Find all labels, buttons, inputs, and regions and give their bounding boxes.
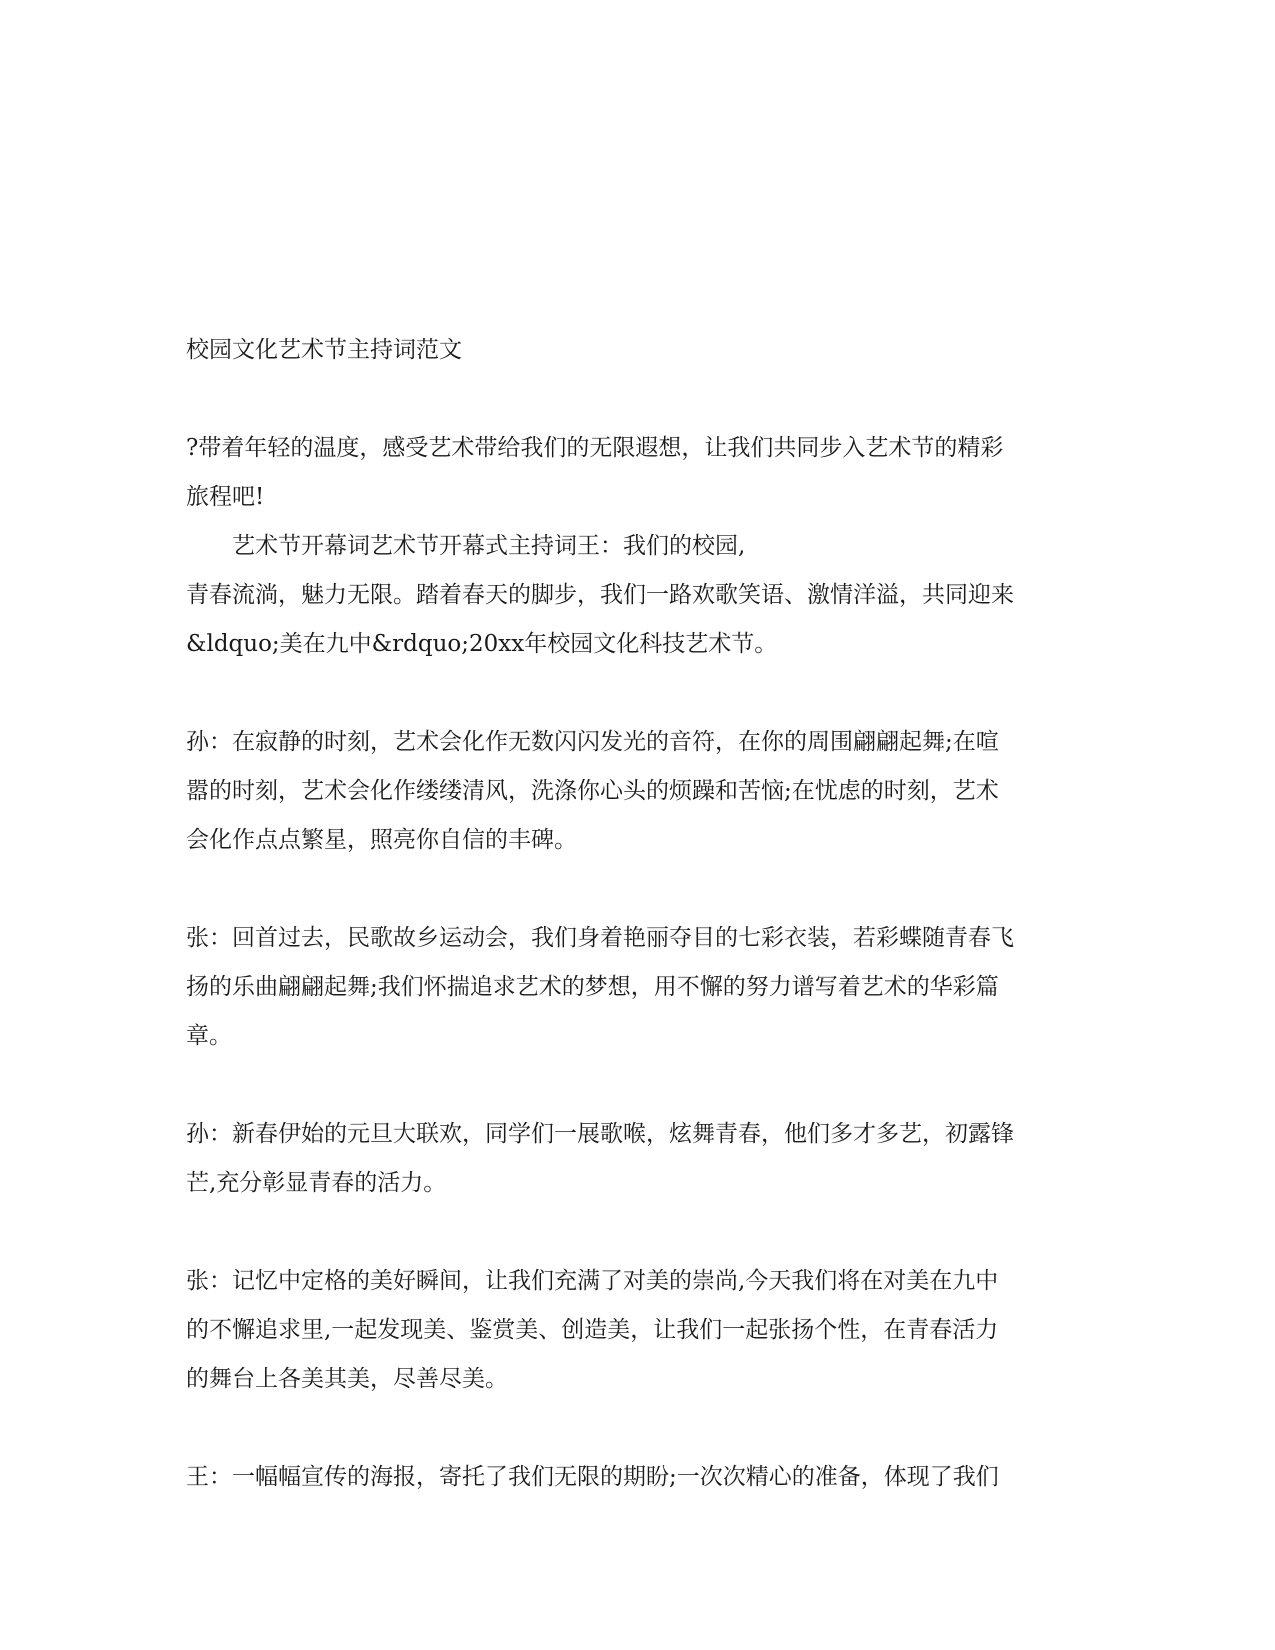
text-line: 王：一幅幅宣传的海报，寄托了我们无限的期盼;一次次精心的准备，体现了我们 xyxy=(186,1464,999,1490)
text-line: 孙：新春伊始的元旦大联欢，同学们一展歌喉，炫舞青春，他们多才多艺，初露锋 xyxy=(186,1121,1014,1147)
paragraph-wang-1 xyxy=(186,571,1086,669)
text-line: 扬的乐曲翩翩起舞;我们怀揣追求艺术的梦想，用不懈的努力谱写着艺术的华彩篇 xyxy=(186,974,999,1000)
document-title: 校园文化艺术节主持词范文 xyxy=(186,337,462,363)
paragraph-opening xyxy=(186,522,1086,571)
text-line: 嚣的时刻，艺术会化作缕缕清风，洗涤你心头的烦躁和苦恼;在忧虑的时刻，艺术 xyxy=(186,778,999,804)
paragraph-sun-2 xyxy=(186,1110,1086,1208)
text-line: 会化作点点繁星，照亮你自信的丰碑。 xyxy=(186,827,577,853)
text-line: 张：记忆中定格的美好瞬间，让我们充满了对美的崇尚,今天我们将在对美在九中 xyxy=(186,1268,999,1294)
paragraph-zhang-2 xyxy=(186,1257,1086,1404)
text-line: 艺术节开幕词艺术节开幕式主持词王：我们的校园, xyxy=(232,533,746,559)
paragraph-sun-1 xyxy=(186,718,1086,865)
text-line: 芒,充分彰显青春的活力。 xyxy=(186,1170,447,1196)
text-line: &ldquo;美在九中&rdquo;20xx年校园文化科技艺术节。 xyxy=(186,631,778,657)
paragraph-wang-2 xyxy=(186,1453,1086,1502)
text-line: ?带着年轻的温度，感受艺术带给我们的无限遐想，让我们共同步入艺术节的精彩 xyxy=(186,435,1004,461)
text-line: 孙：在寂静的时刻，艺术会化作无数闪闪发光的音符，在你的周围翩翩起舞;在喧 xyxy=(186,729,999,755)
paragraph-intro xyxy=(186,424,1086,522)
text-line: 青春流淌，魅力无限。踏着春天的脚步，我们一路欢歌笑语、激情洋溢，共同迎来 xyxy=(186,582,1014,608)
text-line: 章。 xyxy=(186,1023,232,1049)
text-line: 的不懈追求里,一起发现美、鉴赏美、创造美，让我们一起张扬个性，在青春活力 xyxy=(186,1317,999,1343)
paragraph-zhang-1 xyxy=(186,914,1086,1061)
document-body xyxy=(186,326,1086,1502)
text-line: 旅程吧! xyxy=(186,484,265,510)
text-line: 张：回首过去，民歌故乡运动会，我们身着艳丽夺目的七彩衣装，若彩蝶随青春飞 xyxy=(186,925,1014,951)
text-line: 的舞台上各美其美，尽善尽美。 xyxy=(186,1366,508,1392)
